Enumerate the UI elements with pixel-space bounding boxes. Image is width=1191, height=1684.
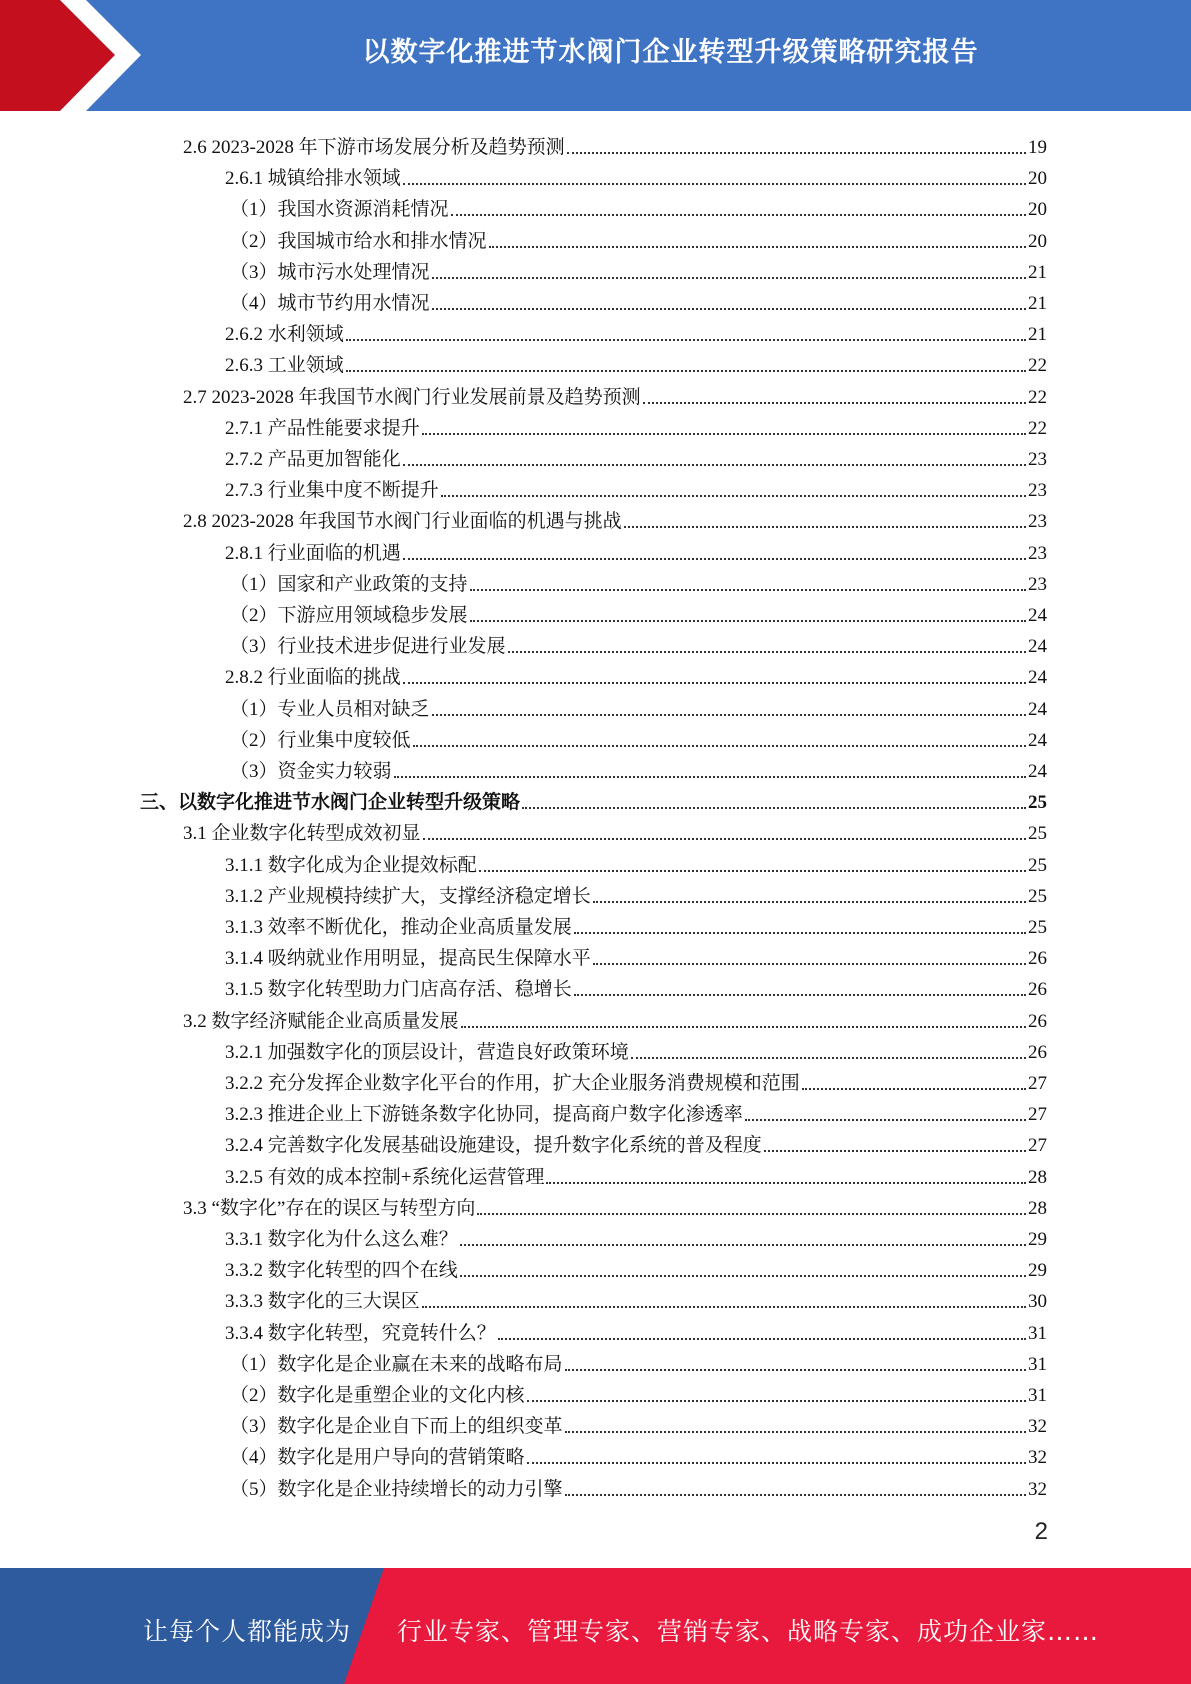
toc-entry-title: （2）数字化是重塑企业的文化内核 [230, 1385, 525, 1406]
toc-entry[interactable] [230, 1345, 1047, 1376]
header-banner [0, 0, 1191, 111]
toc-entry-page: 23 [1028, 480, 1047, 502]
toc-dot-leader [460, 1275, 1026, 1277]
toc-dot-leader [432, 714, 1026, 716]
toc-entry-title: （3）城市污水处理情况 [230, 261, 430, 283]
toc-entry[interactable] [230, 1438, 1047, 1469]
toc-entry[interactable] [230, 190, 1047, 221]
toc-dot-leader [403, 464, 1026, 466]
toc-entry-title: 2.6 2023-2028 年下游市场发展分析及趋势预测 [183, 137, 565, 158]
toc-entry-title: （3）资金实力较弱 [230, 761, 392, 782]
toc-entry-page: 26 [1028, 979, 1047, 1001]
toc-dot-leader [527, 1462, 1026, 1464]
toc-entry[interactable] [230, 1470, 1047, 1501]
toc-entry-page: 31 [1028, 1385, 1047, 1406]
toc-entry[interactable] [230, 284, 1047, 315]
toc-entry[interactable] [230, 596, 1047, 627]
toc-entry-page: 25 [1028, 917, 1047, 938]
toc-entry-page: 23 [1028, 573, 1047, 595]
toc-dot-leader [346, 339, 1026, 341]
toc-entry[interactable] [225, 315, 1047, 346]
toc-entry-page: 25 [1028, 885, 1047, 907]
toc-entry-page: 21 [1028, 293, 1047, 314]
toc-dot-leader [470, 620, 1026, 622]
toc-entry[interactable] [183, 378, 1047, 409]
toc-entry-title: 3.3.4 数字化转型，究竟转什么？ [225, 1322, 496, 1344]
toc-entry[interactable] [230, 752, 1047, 783]
toc-entry-title: 3.1.2 产业规模持续扩大，支撑经济稳定增长 [225, 885, 591, 907]
toc-dot-leader [565, 1494, 1026, 1496]
toc-dot-leader [479, 870, 1026, 872]
toc-entry-page: 27 [1028, 1073, 1047, 1094]
toc-dot-leader [764, 1150, 1026, 1152]
toc-dot-leader [593, 901, 1026, 903]
toc-entry-title: 2.7.3 行业集中度不断提升 [225, 480, 439, 502]
toc-dot-leader [565, 1369, 1026, 1371]
toc-entry[interactable] [225, 159, 1047, 190]
toc-entry[interactable] [225, 1220, 1047, 1251]
toc-entry-title: 3.2.1 加强数字化的顶层设计，营造良好政策环境 [225, 1041, 629, 1063]
toc-dot-leader [477, 1213, 1026, 1215]
toc-entry[interactable] [225, 1314, 1047, 1345]
toc-entry[interactable] [225, 1158, 1047, 1189]
header-red-arrow [0, 0, 160, 111]
toc-entry-page: 25 [1028, 823, 1047, 845]
toc-entry-title: 2.6.1 城镇给排水领域 [225, 168, 401, 190]
toc-entry-title: （1）专业人员相对缺乏 [230, 698, 430, 720]
toc-entry[interactable] [225, 970, 1047, 1001]
toc-entry-title: 2.8 2023-2028 年我国节水阀门行业面临的机遇与挑战 [183, 511, 622, 533]
toc-entry[interactable] [225, 877, 1047, 908]
toc-entry[interactable] [183, 1189, 1047, 1220]
toc-dot-leader [745, 1119, 1026, 1121]
toc-entry[interactable] [230, 627, 1047, 658]
toc-entry-title: （1）我国水资源消耗情况 [230, 199, 449, 221]
toc-entry-page: 21 [1028, 261, 1047, 283]
toc-entry[interactable] [225, 658, 1047, 689]
toc-entry-page: 24 [1028, 729, 1047, 751]
toc-dot-leader [403, 183, 1026, 185]
footer-slogan-right: 行业专家、管理专家、营销专家、战略专家、成功企业家…… [397, 1617, 1100, 1646]
toc-entry-title: 2.7 2023-2028 年我国节水阀门行业发展前景及趋势预测 [183, 386, 641, 408]
toc-entry[interactable] [225, 471, 1047, 502]
toc-entry-title: （2）行业集中度较低 [230, 729, 411, 751]
toc-entry-title: 3.1.5 数字化转型助力门店高存活、稳增长 [225, 979, 572, 1001]
toc-dot-leader [802, 1088, 1026, 1090]
toc-entry-page: 27 [1028, 1104, 1047, 1126]
toc-entry-page: 23 [1028, 449, 1047, 470]
toc-entry-page: 26 [1028, 1041, 1047, 1063]
footer-banner [0, 1568, 1191, 1684]
toc-entry-title: 2.6.2 水利领域 [225, 324, 344, 346]
toc-entry[interactable] [183, 502, 1047, 533]
toc-entry-page: 28 [1028, 1166, 1047, 1188]
toc-dot-leader [643, 402, 1026, 404]
toc-dot-leader [498, 1338, 1026, 1340]
toc-entry-page: 24 [1028, 667, 1047, 689]
toc-entry-page: 20 [1028, 230, 1047, 252]
toc-dot-leader [508, 651, 1026, 653]
toc-entry-title: 3.3.2 数字化转型的四个在线 [225, 1260, 458, 1282]
toc-entry-page: 32 [1028, 1416, 1047, 1438]
toc-entry-title: 3.1.3 效率不断优化，推动企业高质量发展 [225, 917, 572, 938]
toc-entry-title: （4）数字化是用户导向的营销策略 [230, 1447, 525, 1469]
toc-dot-leader [631, 1057, 1026, 1059]
toc-entry-page: 32 [1028, 1447, 1047, 1469]
toc-entry-title: （4）城市节约用水情况 [230, 293, 430, 314]
toc-entry-title: 2.8.1 行业面临的机遇 [225, 542, 401, 564]
toc-dot-leader [394, 776, 1026, 778]
toc-entry[interactable] [230, 1376, 1047, 1407]
toc-entry[interactable] [225, 534, 1047, 565]
toc-entry-page: 21 [1028, 324, 1047, 346]
toc-entry-page: 27 [1028, 1135, 1047, 1157]
toc-entry[interactable] [225, 939, 1047, 970]
toc-entry-title: （1）数字化是企业赢在未来的战略布局 [230, 1353, 563, 1375]
toc-entry-page: 26 [1028, 948, 1047, 970]
toc-entry-page: 22 [1028, 355, 1047, 377]
toc-entry[interactable] [183, 814, 1047, 845]
toc-dot-leader [423, 838, 1026, 840]
toc-entry[interactable] [230, 690, 1047, 721]
toc-entry-title: 3.2.4 完善数字化发展基础设施建设，提升数字化系统的普及程度 [225, 1135, 762, 1157]
toc-entry-title: （1）国家和产业政策的支持 [230, 573, 468, 595]
toc-entry-title: （3）行业技术进步促进行业发展 [230, 636, 506, 658]
toc-entry-title: 2.7.2 产品更加智能化 [225, 449, 401, 470]
toc-entry-page: 25 [1028, 792, 1047, 814]
toc-dot-leader [470, 589, 1026, 591]
toc-entry-title: （2）下游应用领域稳步发展 [230, 605, 468, 626]
toc-entry[interactable] [225, 1282, 1047, 1313]
toc-entry[interactable] [230, 253, 1047, 284]
toc-dot-leader [432, 277, 1026, 279]
toc-entry-page: 24 [1028, 698, 1047, 720]
toc-entry-title: 3.3 “数字化”存在的误区与转型方向 [183, 1197, 476, 1219]
toc-dot-leader [574, 994, 1026, 996]
page-number: 2 [1034, 1518, 1048, 1545]
toc-entry-page: 22 [1028, 417, 1047, 439]
toc-entry[interactable] [225, 409, 1047, 440]
toc-dot-leader [441, 495, 1026, 497]
toc-dot-leader [422, 1306, 1026, 1308]
report-title: 以数字化推进节水阀门企业转型升级策略研究报告 [362, 37, 979, 68]
toc-entry-title: 3.1.4 吸纳就业作用明显，提高民生保障水平 [225, 948, 591, 970]
toc-entry-page: 24 [1028, 605, 1047, 626]
toc-entry-page: 20 [1028, 168, 1047, 190]
toc-entry-page: 20 [1028, 199, 1047, 221]
toc-entry-page: 23 [1028, 511, 1047, 533]
toc-entry-title: 3.1 企业数字化转型成效初显 [183, 823, 421, 845]
toc-entry-title: 2.8.2 行业面临的挑战 [225, 667, 401, 689]
toc-entry[interactable] [225, 1126, 1047, 1157]
toc-entry-title: （5）数字化是企业持续增长的动力引擎 [230, 1478, 563, 1500]
toc-entry-page: 30 [1028, 1291, 1047, 1313]
toc-entry-page: 31 [1028, 1322, 1047, 1344]
toc-dot-leader [461, 1026, 1026, 1028]
toc-entry-title: （3）数字化是企业自下而上的组织变革 [230, 1416, 563, 1438]
toc-entry-page: 24 [1028, 761, 1047, 782]
toc-entry[interactable] [225, 908, 1047, 939]
toc-dot-leader [460, 1244, 1026, 1246]
toc-dot-leader [413, 745, 1026, 747]
toc-entry[interactable] [225, 1251, 1047, 1282]
toc-entry-page: 29 [1028, 1260, 1047, 1282]
toc-dot-leader [403, 558, 1026, 560]
toc-entry[interactable] [225, 846, 1047, 877]
toc-entry-title: 3.2.5 有效的成本控制+系统化运营管理 [225, 1166, 545, 1188]
toc-dot-leader [522, 807, 1026, 809]
toc-entry-title: 3.2.2 充分发挥企业数字化平台的作用，扩大企业服务消费规模和范围 [225, 1073, 800, 1094]
toc-entry-page: 23 [1028, 542, 1047, 564]
toc-dot-leader [624, 526, 1026, 528]
toc-entry[interactable] [183, 128, 1047, 159]
footer-slogan-left: 让每个人都能成为 [143, 1617, 352, 1646]
toc-dot-leader [574, 932, 1026, 934]
toc-dot-leader [432, 308, 1026, 310]
toc-dot-leader [593, 963, 1026, 965]
toc-entry-title: （2）我国城市给水和排水情况 [230, 230, 487, 252]
toc-entry[interactable] [183, 1002, 1047, 1033]
toc-entry[interactable] [230, 565, 1047, 596]
toc-entry-title: 3.3.1 数字化为什么这么难？ [225, 1229, 458, 1250]
toc-entry[interactable] [225, 1095, 1047, 1126]
toc-entry-page: 25 [1028, 854, 1047, 876]
toc-entry-page: 29 [1028, 1229, 1047, 1250]
toc-dot-leader [565, 1431, 1026, 1433]
toc-entry-page: 26 [1028, 1010, 1047, 1032]
toc-dot-leader [567, 152, 1026, 154]
toc-entry-title: 2.6.3 工业领域 [225, 355, 344, 377]
toc-entry-title: 3.2 数字经济赋能企业高质量发展 [183, 1010, 459, 1032]
toc-entry-title: 2.7.1 产品性能要求提升 [225, 417, 420, 439]
toc-entry[interactable] [230, 721, 1047, 752]
toc-entry[interactable] [225, 1033, 1047, 1064]
toc-entry[interactable] [225, 1064, 1047, 1095]
toc-entry[interactable] [225, 346, 1047, 377]
toc-entry-page: 31 [1028, 1353, 1047, 1375]
toc-entry-title: 3.3.3 数字化的三大误区 [225, 1291, 420, 1313]
toc-entry[interactable] [225, 440, 1047, 471]
toc-entry-page: 28 [1028, 1197, 1047, 1219]
toc-entry[interactable] [230, 1407, 1047, 1438]
toc-entry-page: 19 [1028, 137, 1047, 158]
toc-dot-leader [527, 1400, 1026, 1402]
toc-entry-title: 3.2.3 推进企业上下游链条数字化协同，提高商户数字化渗透率 [225, 1104, 743, 1126]
toc-dot-leader [403, 682, 1026, 684]
toc-dot-leader [346, 370, 1026, 372]
toc-entry-page: 24 [1028, 636, 1047, 658]
toc-dot-leader [489, 246, 1026, 248]
toc-dot-leader [451, 214, 1026, 216]
toc-entry-page: 32 [1028, 1478, 1047, 1500]
toc-dot-leader [422, 433, 1026, 435]
toc-entry-title: 3.1.1 数字化成为企业提效标配 [225, 854, 477, 876]
toc-entry-title: 三、以数字化推进节水阀门企业转型升级策略 [140, 792, 521, 814]
toc-entry[interactable] [230, 222, 1047, 253]
toc-entry-page: 22 [1028, 386, 1047, 408]
toc-dot-leader [546, 1182, 1026, 1184]
toc-entry[interactable] [140, 783, 1047, 814]
